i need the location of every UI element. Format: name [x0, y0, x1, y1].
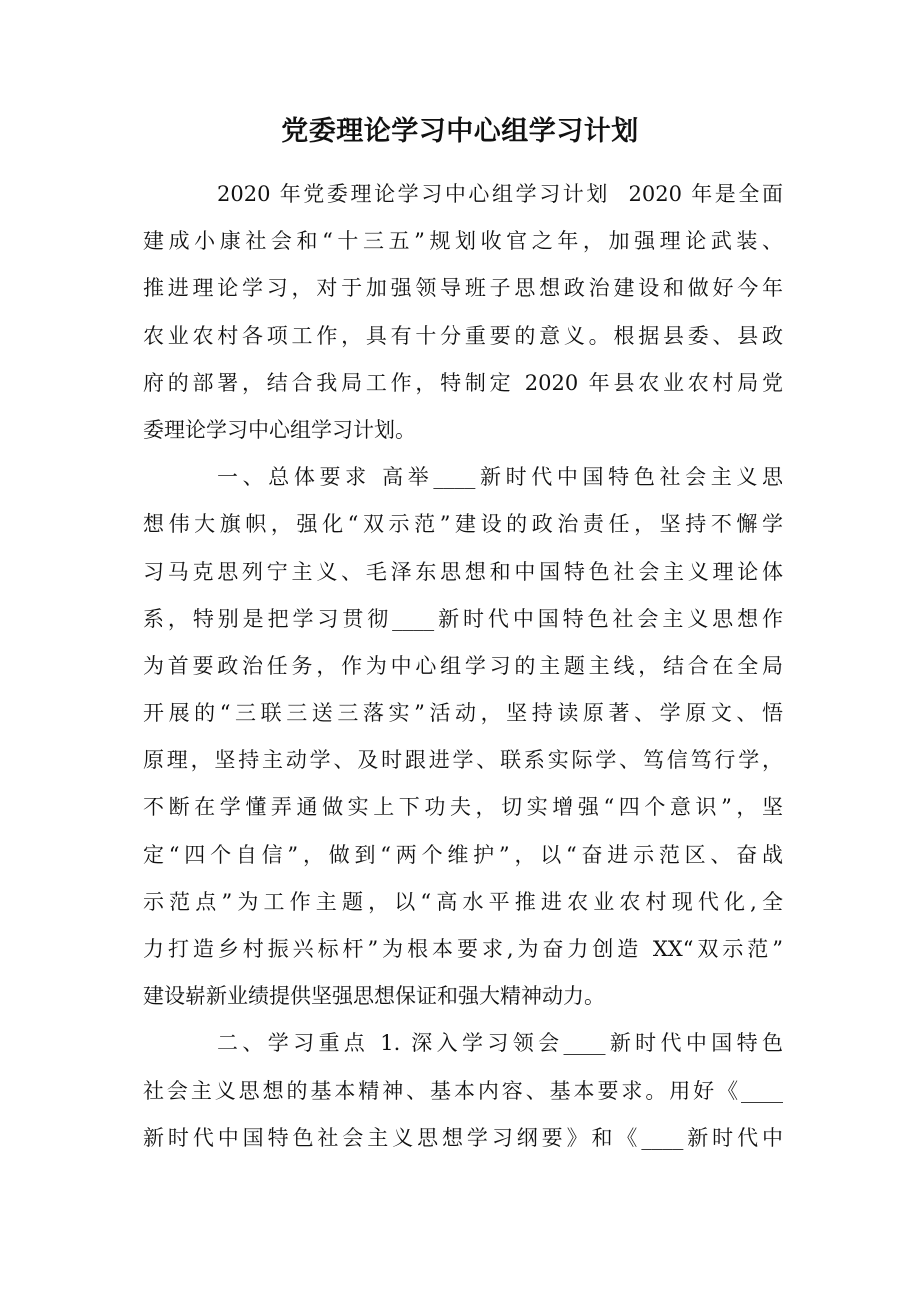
paragraph-1-line-1: 2020 年党委理论学习中心组学习计划 2020 年是全面 [217, 182, 783, 206]
paragraph-2-line-12: 建设崭新业绩提供坚强思想保证和强大精神动力。 [143, 984, 605, 1009]
paragraph-2-line-7: 原理，坚持主动学、及时跟进学、联系实际学、笃信笃行学， [143, 748, 783, 773]
paragraph-2-line-4: 系，特别是把学习贯彻____新时代中国特色社会主义思想作 [143, 606, 783, 631]
paragraph-1-line-5: 府的部署，结合我局工作，特制定 2020 年县农业农村局党 [143, 370, 783, 395]
paragraph-2-line-5: 为首要政治任务，作为中心组学习的主题主线，结合在全局 [143, 653, 783, 678]
paragraph-2-line-2: 想伟大旗帜，强化“双示范”建设的政治责任，坚持不懈学 [143, 512, 783, 537]
paragraph-2-line-3: 习马克思列宁主义、毛泽东思想和中国特色社会主义理论体 [143, 559, 783, 584]
paragraph-2-line-9: 定“四个自信”，做到“两个维护”，以“奋进示范区、奋战 [143, 842, 783, 867]
document-title: 党委理论学习中心组学习计划 [281, 116, 639, 147]
paragraph-1-line-4: 农业农村各项工作，具有十分重要的意义。根据县委、县政 [143, 323, 783, 348]
paragraph-3-line-3: 新时代中国特色社会主义思想学习纲要》和《____新时代中 [143, 1125, 783, 1150]
paragraph-1-line-6: 委理论学习中心组学习计划。 [143, 417, 416, 442]
paragraph-3-line-1: 二、学习重点 1. 深入学习领会____新时代中国特色 [217, 1031, 783, 1056]
paragraph-2-line-10: 示范点”为工作主题，以“高水平推进农业农村现代化,全 [143, 889, 783, 914]
document-body [143, 171, 783, 1162]
paragraph-2-line-1: 一、总体要求 高举____新时代中国特色社会主义思 [217, 465, 783, 490]
paragraph-2-line-8: 不断在学懂弄通做实上下功夫，切实增强“四个意识”，坚 [143, 795, 783, 820]
paragraph-1-line-2: 建成小康社会和“十三五”规划收官之年，加强理论武装、 [143, 229, 783, 254]
paragraph-2-line-11: 力打造乡村振兴标杆”为根本要求,为奋力创造 XX“双示范” [143, 937, 783, 961]
paragraph-3-line-2: 社会主义思想的基本精神、基本内容、基本要求。用好《____ [143, 1078, 783, 1103]
paragraph-1-line-3: 推进理论学习，对于加强领导班子思想政治建设和做好今年 [143, 276, 783, 301]
paragraph-2-line-6: 开展的“三联三送三落实”活动，坚持读原著、学原文、悟 [143, 701, 783, 726]
